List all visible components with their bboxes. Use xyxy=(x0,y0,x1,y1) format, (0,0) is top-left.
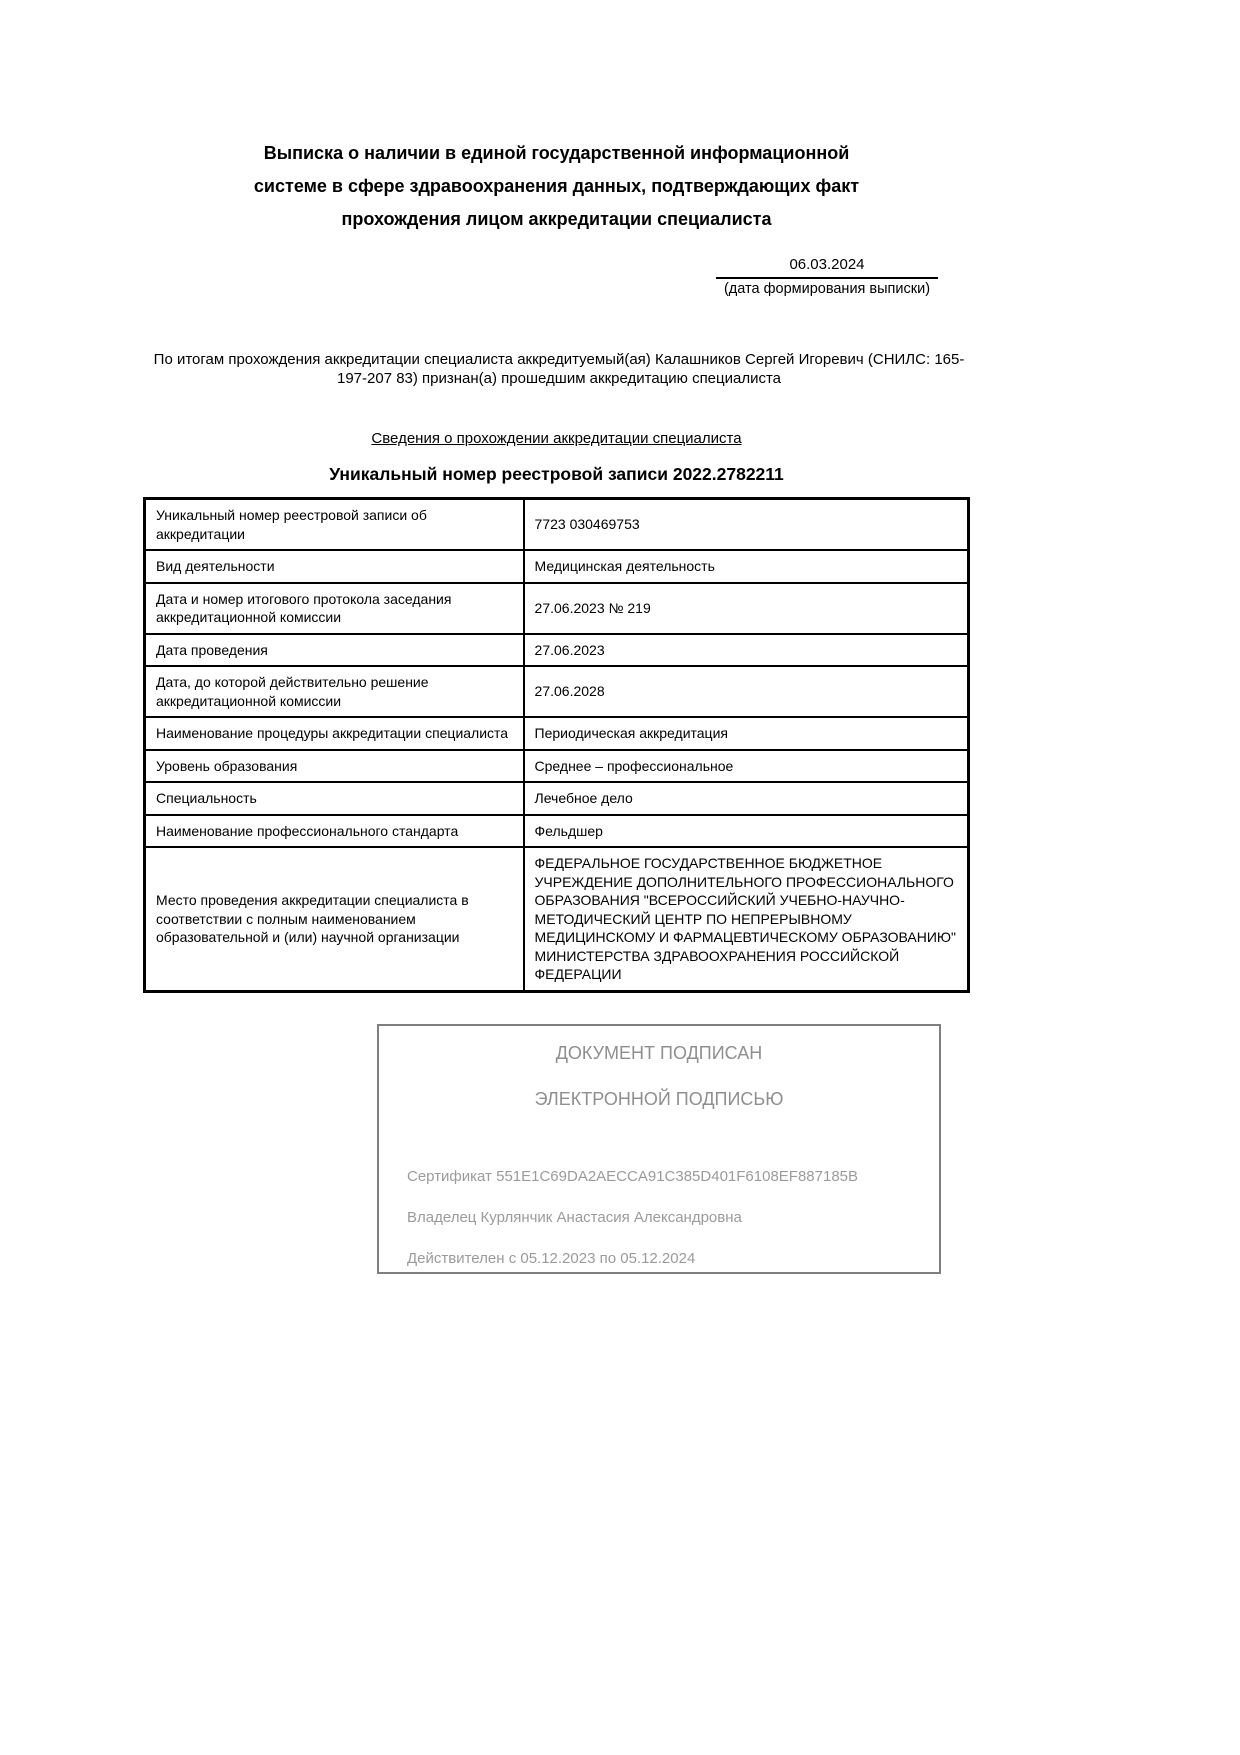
row-value: 27.06.2023 № 219 xyxy=(524,583,969,634)
accreditation-table xyxy=(143,497,970,993)
row-value: 27.06.2028 xyxy=(524,666,969,717)
row-label: Дата, до которой действительно решение аккредитационной комиссии xyxy=(145,666,524,717)
stamp-title-line-2: ЭЛЕКТРОННОЙ ПОДПИСЬЮ xyxy=(534,1088,784,1109)
table-row xyxy=(145,583,969,634)
section-heading xyxy=(143,430,970,447)
formation-date-caption: (дата формирования выписки) xyxy=(723,281,931,297)
section-heading-text: Сведения о прохождении аккредитации специалиста xyxy=(371,430,742,447)
table-row xyxy=(145,750,969,783)
row-label: Уникальный номер реестровой записи об аккредитации xyxy=(145,499,524,551)
page-title-line: Выписка о наличии в единой государственной информационной xyxy=(263,143,850,163)
row-label: Специальность xyxy=(145,782,524,815)
stamp-title-line-1: ДОКУМЕНТ ПОДПИСАН xyxy=(555,1042,763,1063)
stamp-validity: Действителен с 05.12.2023 по 05.12.2024 xyxy=(407,1249,696,1267)
row-value: 7723 030469753 xyxy=(524,499,969,551)
row-value: ФЕДЕРАЛЬНОЕ ГОСУДАРСТВЕННОЕ БЮДЖЕТНОЕ УЧРЕЖДЕНИЕ ДОПОЛНИТЕЛЬНОГО ПРОФЕССИОНАЛЬНОГО ОБРАЗОВАНИЯ "ВСЕРОССИЙСКИЙ УЧЕБНО-НАУЧНО-МЕТОДИЧЕСКИЙ ЦЕНТР ПО НЕПРЕРЫВНОМУ МЕДИЦИНСКОМУ И ФАРМАЦЕВТИЧЕСКОМУ ОБРАЗОВАНИЮ" МИНИСТЕРСТВА ЗДРАВООХРАНЕНИЯ РОССИЙСКОЙ ФЕДЕРАЦИИ xyxy=(524,847,969,991)
page-title xyxy=(143,137,970,236)
table-row xyxy=(145,717,969,750)
table-row xyxy=(145,550,969,583)
row-label: Место проведения аккредитации специалиста в соответствии с полным наименованием образовательной и (или) научной организации xyxy=(145,847,524,991)
table-row xyxy=(145,782,969,815)
stamp-certificate: Сертификат 551E1C69DA2AECCA91C385D401F6108EF887185B xyxy=(407,1167,859,1185)
intro-paragraph: По итогам прохождения аккредитации специалиста аккредитуемый(ая) Калашников Сергей Игоревич (СНИЛС: 165-197-207 83) признан(а) прошедшим аккредитацию специалиста xyxy=(153,351,965,387)
row-value: 27.06.2023 xyxy=(524,634,969,667)
stamp-owner: Владелец Курлянчик Анастасия Александровна xyxy=(407,1208,742,1226)
page-title-line: системе в сфере здравоохранения данных, подтверждающих факт xyxy=(253,176,860,196)
row-value: Лечебное дело xyxy=(524,782,969,815)
table-row xyxy=(145,499,969,551)
row-label: Дата и номер итогового протокола заседания аккредитационной комиссии xyxy=(145,583,524,634)
row-label: Наименование профессионального стандарта xyxy=(145,815,524,848)
row-label: Дата проведения xyxy=(145,634,524,667)
table-row xyxy=(145,815,969,848)
row-value: Фельдшер xyxy=(524,815,969,848)
row-label: Наименование процедуры аккредитации специалиста xyxy=(145,717,524,750)
table-row xyxy=(145,634,969,667)
signature-stamp xyxy=(377,1024,941,1274)
row-value: Среднее – профессиональное xyxy=(524,750,969,783)
formation-date-value: 06.03.2024 xyxy=(716,256,938,279)
row-label: Вид деятельности xyxy=(145,550,524,583)
row-value: Медицинская деятельность xyxy=(524,550,969,583)
row-label: Уровень образования xyxy=(145,750,524,783)
table-row xyxy=(145,847,969,991)
formation-date-block xyxy=(716,256,938,298)
table-row xyxy=(145,666,969,717)
registry-heading: Уникальный номер реестровой записи 2022.2782211 xyxy=(329,464,784,484)
page-title-line: прохождения лицом аккредитации специалиста xyxy=(341,209,772,229)
row-value: Периодическая аккредитация xyxy=(524,717,969,750)
